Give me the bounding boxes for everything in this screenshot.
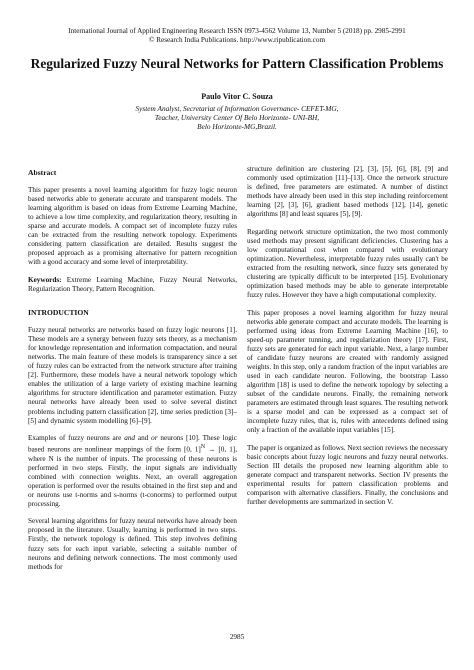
journal-header <box>0 27 474 45</box>
affiliation-line-2: Teacher, University Center Of Belo Horizonte- UNI-BH, <box>154 113 320 123</box>
page-number: 2985 <box>229 633 245 641</box>
intro-p2-part-c: neurons [10]. These logic based neurons are nonlinear mappings of the form [0, 1] <box>28 434 237 454</box>
intro-p2-superscript: N <box>200 444 206 451</box>
intro-paragraph-3: Several learning algorithms for fuzzy neural networks have already been proposed in the literature. Usually, learning is performed in two steps. Firstly, the network topology is defined. This step involves defining fuzzy sets for each input variable, selecting a suitable number of neurons and defining network connections. The most commonly used methods for <box>28 517 237 571</box>
right-paragraph-2: Regarding network structure optimization, the two most commonly used methods may present significant deficiencies. Clustering has a low computational cost when compared with evolutionary optimization. Nevertheless, interpretable fuzzy rules usually can't be extracted from the resulting network, since fuzzy sets generated by clustering are typically difficult to be interpreted [15]. Evolutionary optimization based methods may be able to generate interpretable fuzzy rules. However they have a high computational complexity. <box>247 227 448 300</box>
paper-title: Regularized Fuzzy Neural Networks for Pattern Classification Problems <box>30 56 444 71</box>
right-paragraph-1: structure definition are clustering [2], [3], [5], [6], [8], [9] and commonly used optimization [11]–[13]. Once the network structure is defined, free parameters are estimated. A number of distinct methods have already been used in this step including reinforcement learning [2], [3], [6], gradient based methods [12], [14], genetic algorithms [8] and least squares [5], [9]. <box>247 165 448 219</box>
introduction-heading: INTRODUCTION <box>28 308 89 318</box>
journal-header-line1: International Journal of Applied Engineering Research ISSN 0973-4562 Volume 13, Number 5 (2018) pp. 2985-2991 <box>68 27 406 35</box>
intro-p2-or: or <box>151 434 158 443</box>
keywords <box>28 276 237 294</box>
right-paragraph-4: The paper is organized as follows. Next section reviews the necessary basic concepts about fuzzy logic neurons and fuzzy neural networks. Section III details the proposed new learning algorithm able to generate compact and transparent networks. Section IV presents the experimental results for pattern classification problems and comparison with alternative classifiers. Finally, the conclusions and further developments are summarized in section V. <box>247 443 448 507</box>
intro-p2-part-a: Examples of fuzzy neurons are <box>28 434 125 443</box>
keywords-label: Keywords: <box>28 275 62 284</box>
author-affiliation <box>0 104 474 132</box>
journal-header-line2: © Research India Publications. http://www.ripublication.com <box>148 36 326 44</box>
keywords-text: Extreme Learning Machine, Fuzzy Neural Networks, Regularization Theory, Pattern Recognition. <box>28 275 237 294</box>
intro-paragraph-1: Fuzzy neural networks are networks based on fuzzy logic neurons [1]. These models are a synergy between fuzzy sets theory, as a mechanism for knowledge representation and information compactation, and neural networks. The main feature of these models is transparency since a set of fuzzy rules can be extracted from the network structure after training [2]. Furthermore, these models have a neural network topology which enables the utilization of a large variety of existing machine learning algorithms for structure identification and parameter estimation. Fuzzy neural networks have already been used to solve several distinct problems including pattern classification [2], time series prediction [3]–[5] and dynamic system modelling [6]–[9]. <box>28 326 237 425</box>
right-paragraph-3: This paper proposes a novel learning algorithm for fuzzy neural networks able generate compact and accurate models. The learning is performed using ideas from Extreme Learning Machine [16], to speed-up parameter tunning, and regularization theory [17]. First, fuzzy sets are generated for each input variable. Next, a large number of candidate fuzzy neurons are created with randomly assigned weights. In this step, only a random fraction of the input variables are used in each candidate neuron. Following, the bootstrap Lasso algorithm [18] is used to define the network topology by selecting a subset of the candidate neurons. Finally, the remaining network parameters are estimated through least squares. The resulting network is a sparse model and can be expressed as a compact set of incomplete fuzzy rules, that is, rules with antecedents defined using only a fraction of the available input variables [15]. <box>247 308 448 435</box>
intro-p2-part-d: → [0, 1], where N is the number of inputs. The processing of these neurons is performed in two steps. Firstly, the input signals are individually combined with connection weights. Next, an overall aggregation operation is performed over the results obtained in the first step and and or neurons use t-norms and s-norms (t-conorms) to performed output processing. <box>28 445 237 508</box>
abstract-text: This paper presents a novel learning algorithm for fuzzy logic neuron based networks able to generate accurate and transparent models. The learning algorithm is based on ideas from Extreme Learning Machine, to achieve a low time complexity, and regularization theory, resulting in sparse and accurate models. A compact set of incomplete fuzzy rules can be extracted from the resulting network topology. Experiments considering pattern classification are detailed. Results suggest the proposed approach as a promising alternative for pattern recognition with a good accuracy and some level of interpretability. <box>28 186 237 267</box>
affiliation-line-1: System Analyst, Secretariat of Information Governance- CEFET-MG, <box>135 104 339 113</box>
intro-p2-and: and <box>124 434 135 443</box>
abstract-heading: Abstract <box>28 168 57 177</box>
intro-paragraph-2 <box>28 434 237 509</box>
author-name: Paulo Vitor C. Souza <box>201 92 273 101</box>
intro-p2-part-b: and <box>135 434 152 443</box>
affiliation-line-3: Belo Horizonte-MG,Brazil. <box>197 122 277 132</box>
right-column <box>247 165 448 516</box>
left-column <box>28 168 237 580</box>
